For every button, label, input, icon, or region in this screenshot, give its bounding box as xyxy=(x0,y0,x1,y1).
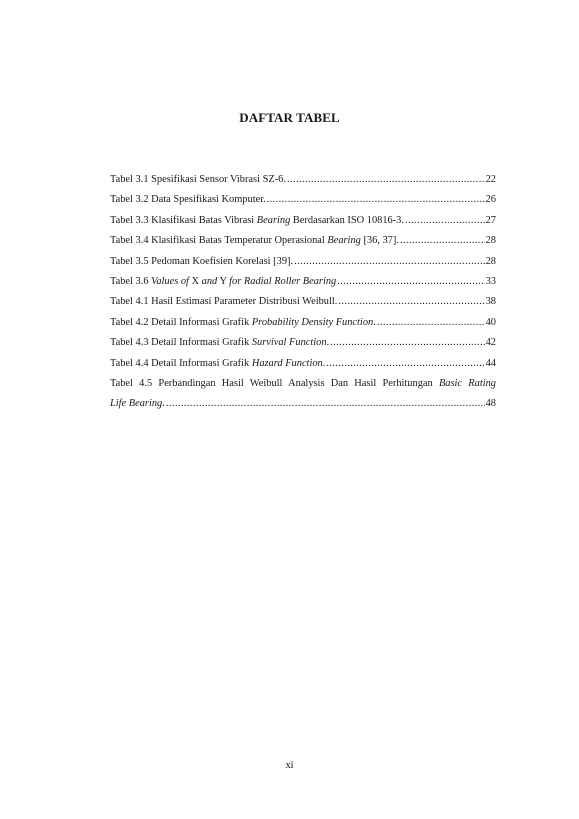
list-item xyxy=(110,292,496,312)
entry-page: 42 xyxy=(485,337,496,349)
entry-title-italic: Bearing xyxy=(256,214,291,226)
entry-page: 48 xyxy=(485,398,496,410)
dot-leader xyxy=(267,190,485,210)
entry-title: Tabel 4.4 Detail Informasi Grafik xyxy=(110,357,252,369)
dot-leader xyxy=(338,292,484,312)
dot-leader xyxy=(405,211,485,231)
table-list xyxy=(110,170,496,415)
entry-page: 38 xyxy=(485,296,496,308)
entry-title: Tabel 3.6 xyxy=(110,276,152,288)
entry-title-italic: Probability Density Function xyxy=(251,316,374,328)
entry-title: Tabel 4.3 Detail Informasi Grafik xyxy=(110,337,252,349)
list-item-wrapped-line xyxy=(110,374,496,394)
list-item xyxy=(110,313,496,333)
entry-title: Tabel 3.2 Data Spesifikasi Komputer. xyxy=(110,194,266,206)
list-item xyxy=(110,354,496,374)
entry-title-italic: Bearing xyxy=(327,235,361,247)
entry-page: 22 xyxy=(485,174,496,185)
page-title: DAFTAR TABEL xyxy=(239,110,340,125)
entry-title-italic: for Radial Roller Bearing xyxy=(229,276,337,288)
list-item xyxy=(110,211,496,231)
list-item xyxy=(110,252,496,272)
entry-title: Tabel 3.4 Klasifikasi Batas Temperatur Operasional xyxy=(110,235,328,247)
entry-title-suffix: . xyxy=(373,316,376,328)
entry-page: 44 xyxy=(485,357,496,369)
dot-leader xyxy=(337,272,484,292)
entry-title-suffix: Berdasarkan ISO 10816-3. xyxy=(290,214,404,226)
entry-title-italic: Hazard Function xyxy=(251,357,323,369)
entry-title-italic: Survival Function xyxy=(251,337,327,349)
entry-page: 40 xyxy=(485,316,496,328)
entry-title-italic: Values of xyxy=(151,276,189,288)
entry-title: Tabel 3.5 Pedoman Koefisien Korelasi [39]. xyxy=(110,255,294,267)
list-item xyxy=(110,190,496,210)
entry-title-suffix: . xyxy=(162,398,165,410)
dot-leader xyxy=(326,354,484,374)
entry-title: Tabel 3.3 Klasifikasi Batas Vibrasi xyxy=(110,214,257,226)
list-item xyxy=(110,333,496,353)
entry-title: Tabel 4.1 Hasil Estimasi Parameter Distribusi Weibull. xyxy=(110,296,338,308)
list-item xyxy=(110,272,496,292)
entry-title-suffix: [36, 37]. xyxy=(360,235,399,247)
list-item xyxy=(110,231,496,251)
page-number: xi xyxy=(285,760,294,771)
dot-leader xyxy=(166,394,485,414)
entry-title-italic: Basic Rating xyxy=(438,378,496,390)
dot-leader xyxy=(287,170,485,190)
dot-leader xyxy=(294,252,485,272)
entry-page: 28 xyxy=(485,255,496,267)
entry-title-suffix: . xyxy=(326,337,330,349)
entry-page: 28 xyxy=(485,235,496,247)
entry-title-mid: Y xyxy=(217,276,230,288)
entry-title-italic: and xyxy=(201,276,218,288)
entry-title: Tabel 4.5 Perbandingan Hasil Weibull Analysis Dan Hasil Perhitungan xyxy=(110,378,439,390)
entry-title: Tabel 3.1 Spesifikasi Sensor Vibrasi SZ-6. xyxy=(110,174,286,185)
dot-leader xyxy=(330,333,484,353)
entry-page: 27 xyxy=(485,214,496,226)
list-item xyxy=(110,394,496,414)
dot-leader xyxy=(377,313,485,333)
list-item xyxy=(110,170,496,190)
entry-page: 33 xyxy=(485,276,496,288)
dot-leader xyxy=(400,231,485,251)
entry-page: 26 xyxy=(485,194,496,206)
entry-title-italic: Life Bearing xyxy=(110,398,163,410)
entry-title-mid: X xyxy=(188,276,202,288)
entry-title: Tabel 4.2 Detail Informasi Grafik xyxy=(110,316,252,328)
entry-title-suffix: . xyxy=(322,357,326,369)
